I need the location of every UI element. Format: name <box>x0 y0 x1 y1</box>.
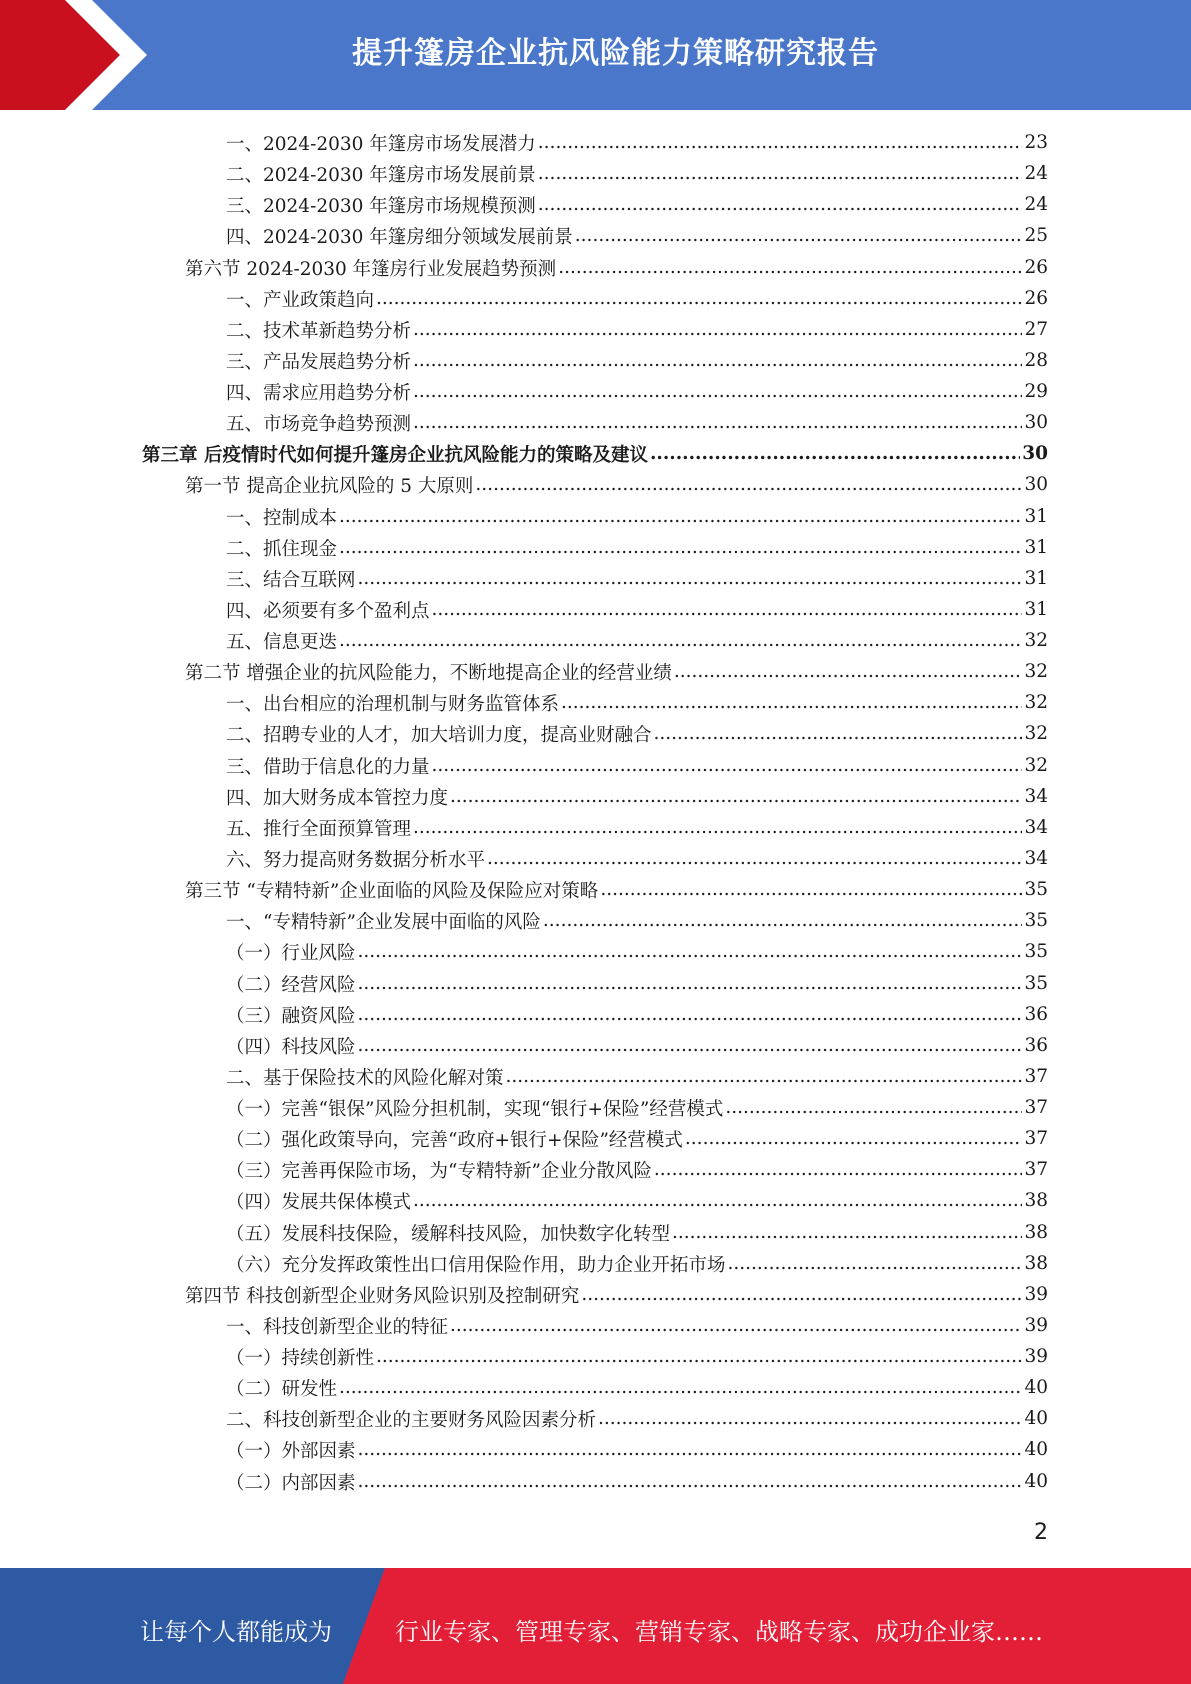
toc-dot-leader <box>358 568 1023 589</box>
toc-entry-title: （五）发展科技保险，缓解科技风险，加快数字化转型 <box>226 1223 671 1245</box>
toc-dot-leader <box>561 692 1022 713</box>
page-title: 提升篷房企业抗风险能力策略研究报告 <box>352 36 879 71</box>
toc-entry-page: 38 <box>1024 1190 1048 1211</box>
toc-entry-title: （一）行业风险 <box>226 942 356 964</box>
toc-entry-title: 第三节 “专精特新”企业面临的风险及保险应对策略 <box>185 880 599 902</box>
toc-entry[interactable] <box>226 594 1048 625</box>
toc-entry[interactable] <box>226 1466 1048 1497</box>
toc-entry[interactable] <box>226 999 1048 1030</box>
toc-entry-page: 26 <box>1024 288 1048 309</box>
toc-dot-leader <box>581 1284 1022 1305</box>
toc-dot-leader <box>538 194 1023 215</box>
toc-entry[interactable] <box>226 718 1048 749</box>
toc-entry-page: 37 <box>1024 1128 1048 1149</box>
toc-dot-leader <box>339 1377 1022 1398</box>
toc-dot-leader <box>538 132 1023 153</box>
toc-entry-page: 35 <box>1024 879 1048 900</box>
toc-dot-leader <box>358 1439 1023 1460</box>
toc-dot-leader <box>487 848 1022 869</box>
toc-entry-page: 35 <box>1024 910 1048 931</box>
toc-entry-title: （二）研发性 <box>226 1378 338 1400</box>
toc-entry-page: 32 <box>1024 661 1048 682</box>
toc-entry-page: 39 <box>1024 1346 1048 1367</box>
toc-entry-title: 五、市场竞争趋势预测 <box>226 413 412 435</box>
toc-entry-page: 32 <box>1024 755 1048 776</box>
toc-entry-page: 34 <box>1024 848 1048 869</box>
toc-entry-page: 40 <box>1024 1377 1048 1398</box>
toc-dot-leader <box>358 1004 1023 1025</box>
toc-entry-title: 四、加大财务成本管控力度 <box>226 787 449 809</box>
toc-dot-leader <box>432 755 1023 776</box>
toc-entry[interactable] <box>226 189 1048 220</box>
toc-entry[interactable] <box>226 1061 1048 1092</box>
toc-dot-leader <box>725 1097 1022 1118</box>
toc-entry-page: 35 <box>1024 941 1048 962</box>
toc-dot-leader <box>376 288 1022 309</box>
toc-dot-leader <box>654 723 1023 744</box>
toc-entry-title: （二）内部因素 <box>226 1472 356 1494</box>
toc-entry-title: 四、必须要有多个盈利点 <box>226 600 430 622</box>
toc-entry[interactable] <box>142 438 1048 469</box>
toc-entry-page: 38 <box>1024 1253 1048 1274</box>
toc-entry-title: （三）融资风险 <box>226 1005 356 1027</box>
toc-entry-page: 24 <box>1024 163 1048 184</box>
toc-entry[interactable] <box>226 625 1048 656</box>
toc-entry-page: 31 <box>1024 599 1048 620</box>
toc-entry[interactable] <box>226 1123 1048 1154</box>
toc-entry-page: 36 <box>1024 1035 1048 1056</box>
toc-entry-title: 二、招聘专业的人才，加大培训力度，提高业财融合 <box>226 724 652 746</box>
toc-entry-page: 26 <box>1024 257 1048 278</box>
toc-entry[interactable] <box>185 656 1048 687</box>
toc-dot-leader <box>413 412 1022 433</box>
toc-entry-title: 四、需求应用趋势分析 <box>226 382 412 404</box>
toc-dot-leader <box>600 879 1022 900</box>
toc-entry-page: 39 <box>1024 1315 1048 1336</box>
toc-entry[interactable] <box>226 936 1048 967</box>
toc-dot-leader <box>376 1346 1022 1367</box>
toc-dot-leader <box>674 661 1023 682</box>
toc-entry[interactable] <box>226 1403 1048 1434</box>
toc-dot-leader <box>413 319 1022 340</box>
toc-dot-leader <box>413 817 1022 838</box>
toc-entry-title: 一、控制成本 <box>226 507 338 529</box>
toc-entry[interactable] <box>226 1092 1048 1123</box>
toc-entry[interactable] <box>226 158 1048 189</box>
toc-dot-leader <box>339 506 1022 527</box>
toc-entry-title: （一）持续创新性 <box>226 1347 375 1369</box>
toc-entry-page: 37 <box>1024 1066 1048 1087</box>
toc-dot-leader <box>358 941 1023 962</box>
toc-dot-leader <box>685 1128 1023 1149</box>
toc-entry[interactable] <box>185 469 1048 500</box>
toc-dot-leader <box>450 786 1022 807</box>
toc-entry-page: 30 <box>1024 412 1048 433</box>
toc-dot-leader <box>672 1222 1022 1243</box>
toc-entry[interactable] <box>226 501 1048 532</box>
toc-entry[interactable] <box>226 1217 1048 1248</box>
toc-entry[interactable] <box>226 563 1048 594</box>
toc-entry-page: 36 <box>1024 1004 1048 1025</box>
toc-entry-title: 第六节 2024-2030 年篷房行业发展趋势预测 <box>185 258 557 280</box>
toc-entry-title: 一、科技创新型企业的特征 <box>226 1316 449 1338</box>
footer-slogan-left: 让每个人都能成为 <box>140 1618 332 1646</box>
toc-entry-page: 37 <box>1024 1097 1048 1118</box>
toc-entry-title: 三、2024-2030 年篷房市场规模预测 <box>226 195 536 217</box>
toc-entry-page: 25 <box>1024 225 1048 246</box>
toc-entry-page: 37 <box>1024 1159 1048 1180</box>
toc-entry[interactable] <box>226 127 1048 158</box>
toc-entry-page: 38 <box>1024 1222 1048 1243</box>
toc-entry-title: 第三章 后疫情时代如何提升篷房企业抗风险能力的策略及建议 <box>142 444 648 466</box>
page-number: 2 <box>1034 1520 1048 1545</box>
toc-dot-leader <box>358 1471 1023 1492</box>
toc-entry-title: 一、“专精特新”企业发展中面临的风险 <box>226 911 541 933</box>
toc-entry[interactable] <box>226 1154 1048 1185</box>
toc-entry-page: 28 <box>1024 350 1048 371</box>
toc-entry[interactable] <box>226 687 1048 718</box>
toc-dot-leader <box>413 350 1022 371</box>
toc-entry-page: 40 <box>1024 1439 1048 1460</box>
toc-entry-title: 三、产品发展趋势分析 <box>226 351 412 373</box>
toc-entry-title: （四）发展共保体模式 <box>226 1191 412 1213</box>
toc-dot-leader <box>506 1066 1023 1087</box>
toc-entry[interactable] <box>226 345 1048 376</box>
toc-dot-leader <box>598 1408 1022 1429</box>
toc-entry[interactable] <box>226 283 1048 314</box>
toc-entry-page: 35 <box>1024 973 1048 994</box>
toc-dot-leader <box>339 537 1022 558</box>
toc-entry-page: 31 <box>1024 568 1048 589</box>
toc-entry-title: 二、2024-2030 年篷房市场发展前景 <box>226 164 536 186</box>
toc-entry-title: 一、出台相应的治理机制与财务监管体系 <box>226 693 560 715</box>
toc-dot-leader <box>450 1315 1022 1336</box>
toc-entry-page: 27 <box>1024 319 1048 340</box>
toc-dot-leader <box>650 443 1020 464</box>
toc-entry-title: 二、技术革新趋势分析 <box>226 320 412 342</box>
header-banner <box>0 0 1191 110</box>
toc-entry-title: 第一节 提高企业抗风险的 5 大原则 <box>185 475 474 497</box>
toc-dot-leader <box>654 1159 1023 1180</box>
toc-entry[interactable] <box>226 968 1048 999</box>
toc-entry-title: （六）充分发挥政策性出口信用保险作用，助力企业开拓市场 <box>226 1254 726 1276</box>
toc-entry-page: 39 <box>1024 1284 1048 1305</box>
toc-entry[interactable] <box>226 750 1048 781</box>
toc-entry[interactable] <box>226 407 1048 438</box>
toc-dot-leader <box>413 381 1022 402</box>
toc-dot-leader <box>413 1190 1022 1211</box>
toc-entry[interactable] <box>226 1248 1048 1279</box>
toc-entry[interactable] <box>226 1030 1048 1061</box>
toc-entry-page: 30 <box>1024 474 1048 495</box>
toc-entry-page: 32 <box>1024 692 1048 713</box>
toc-entry-title: 三、借助于信息化的力量 <box>226 756 430 778</box>
toc-dot-leader <box>728 1253 1023 1274</box>
toc-dot-leader <box>543 910 1023 931</box>
toc-dot-leader <box>575 225 1023 246</box>
toc-entry-page: 31 <box>1024 506 1048 527</box>
toc-entry[interactable] <box>226 905 1048 936</box>
toc-entry-page: 32 <box>1024 723 1048 744</box>
toc-entry-page: 40 <box>1024 1408 1048 1429</box>
toc-entry-title: 五、信息更迭 <box>226 631 338 653</box>
toc-entry[interactable] <box>226 1341 1048 1372</box>
toc-entry-title: 四、2024-2030 年篷房细分领域发展前景 <box>226 226 573 248</box>
toc-entry-title: （一）外部因素 <box>226 1440 356 1462</box>
toc-entry-page: 24 <box>1024 194 1048 215</box>
toc-entry[interactable] <box>226 314 1048 345</box>
toc-entry-page: 30 <box>1022 443 1048 464</box>
toc-entry-page: 31 <box>1024 537 1048 558</box>
toc-entry[interactable] <box>226 1372 1048 1403</box>
toc-dot-leader <box>358 973 1023 994</box>
toc-dot-leader <box>475 474 1022 495</box>
toc-entry-title: 三、结合互联网 <box>226 569 356 591</box>
toc-entry[interactable] <box>226 812 1048 843</box>
toc-entry-title: 二、科技创新型企业的主要财务风险因素分析 <box>226 1409 597 1431</box>
toc-entry[interactable] <box>226 1310 1048 1341</box>
toc-entry[interactable] <box>185 874 1048 905</box>
toc-entry-page: 32 <box>1024 630 1048 651</box>
toc-entry-title: 五、推行全面预算管理 <box>226 818 412 840</box>
toc-entry-title: （一）完善“银保”风险分担机制，实现“银行+保险”经营模式 <box>226 1098 724 1120</box>
toc-entry-page: 23 <box>1024 132 1048 153</box>
toc-entry-title: 二、基于保险技术的风险化解对策 <box>226 1067 504 1089</box>
toc-entry-title: （四）科技风险 <box>226 1036 356 1058</box>
footer-slogan-right: 行业专家、管理专家、营销专家、战略专家、成功企业家…… <box>395 1618 1043 1646</box>
toc-entry-title: 第二节 增强企业的抗风险能力，不断地提高企业的经营业绩 <box>185 662 672 684</box>
toc-entry-page: 34 <box>1024 817 1048 838</box>
toc-entry[interactable] <box>226 376 1048 407</box>
toc-dot-leader <box>358 1035 1023 1056</box>
toc-entry-title: 一、2024-2030 年篷房市场发展潜力 <box>226 133 536 155</box>
toc-entry[interactable] <box>185 1279 1048 1310</box>
toc-entry[interactable] <box>185 252 1048 283</box>
toc-entry-title: 第四节 科技创新型企业财务风险识别及控制研究 <box>185 1285 580 1307</box>
toc-dot-leader <box>339 630 1022 651</box>
toc-entry-title: 六、努力提高财务数据分析水平 <box>226 849 486 871</box>
toc-entry-title: 一、产业政策趋向 <box>226 289 375 311</box>
toc-dot-leader <box>558 257 1022 278</box>
toc-entry[interactable] <box>226 843 1048 874</box>
toc-dot-leader <box>432 599 1023 620</box>
toc-entry[interactable] <box>226 220 1048 251</box>
toc-entry-title: （二）经营风险 <box>226 974 356 996</box>
toc-entry-title: （二）强化政策导向，完善“政府+银行+保险”经营模式 <box>226 1129 683 1151</box>
toc-entry[interactable] <box>226 532 1048 563</box>
toc-entry[interactable] <box>226 1185 1048 1216</box>
toc-entry-page: 29 <box>1024 381 1048 402</box>
toc-entry-title: （三）完善再保险市场，为“专精特新”企业分散风险 <box>226 1160 652 1182</box>
toc-entry[interactable] <box>226 781 1048 812</box>
toc-dot-leader <box>538 163 1023 184</box>
toc-entry-page: 34 <box>1024 786 1048 807</box>
toc-entry-page: 40 <box>1024 1471 1048 1492</box>
toc-entry[interactable] <box>226 1434 1048 1465</box>
toc-entry-title: 二、抓住现金 <box>226 538 338 560</box>
